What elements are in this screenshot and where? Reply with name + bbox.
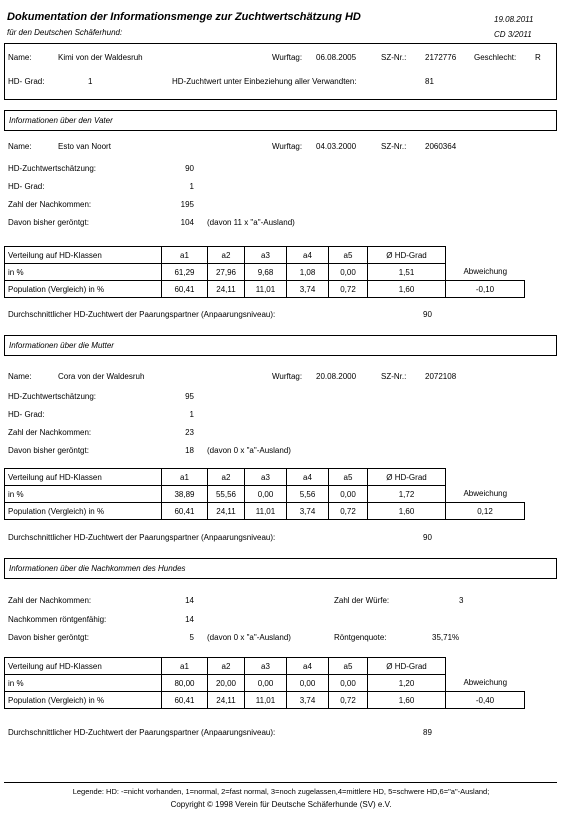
footer-legend: Legende: HD: -=nicht vorhanden, 1=normal, 2=fast normal, 3=noch zugelassen,4=mittlere HD, 5=schwere HD,6="a"-Ausland; [72,787,490,796]
pct-avg-cell: 1,72 [368,486,446,503]
section-mutter: Informationen über die Mutter [4,335,557,356]
class-header: a4 [287,658,329,675]
pct-cell: 0,00 [329,264,368,281]
dog-zuchtwert-label: HD-Zuchtwert unter Einbeziehung aller Verwandten: [172,77,357,86]
nk-geroentgt: 5 [189,633,194,642]
mutter-zws-label: HD-Zuchtwertschätzung: [8,392,97,401]
nk-quote-label: Röntgenquote: [334,633,387,642]
vater-hdgrad: 1 [189,182,194,191]
mutter-durchschnitt: 90 [423,533,432,542]
vater-geroentgt-label: Davon bisher geröntgt: [8,218,89,227]
vater-sz: 2060364 [425,142,457,151]
pct-cell: 0,00 [329,486,368,503]
pop-cell: 60,41 [162,503,208,520]
pop-cell: 3,74 [287,503,329,520]
vater-zws: 90 [185,164,194,173]
pct-cell: 27,96 [208,264,245,281]
dog-geschlecht: R [535,53,541,62]
dog-sz: 2172776 [425,53,457,62]
class-header: a1 [162,469,208,486]
dog-sz-label: SZ-Nr.: [381,53,407,62]
pct-cell: 0,00 [245,486,287,503]
vater-sz-label: SZ-Nr.: [381,142,407,151]
nk-roentgen: 14 [185,615,194,624]
pct-cell: 55,56 [208,486,245,503]
verteilung-label: Verteilung auf HD-Klassen [5,247,162,264]
nk-nachkommen: 14 [185,596,194,605]
nk-wuerfe-label: Zahl der Würfe: [334,596,390,605]
abweichung-label: Abweichung [463,267,508,277]
pop-cell: 24,11 [208,692,245,709]
class-header: a2 [208,247,245,264]
vater-wurftag-label: Wurftag: [272,142,303,151]
pop-cell: 11,01 [245,692,287,709]
nk-quote: 35,71% [432,633,460,642]
pop-cell: 0,72 [329,281,368,298]
mutter-wurftag-label: Wurftag: [272,372,303,381]
mutter-nachkommen-label: Zahl der Nachkommen: [8,428,92,437]
dog-hd-grad-label: HD- Grad: [8,77,45,86]
document-date: 19.08.2011 [494,15,534,24]
pop-cell: 11,01 [245,281,287,298]
mutter-sz: 2072108 [425,372,457,381]
in-pct-label: in % [5,486,162,503]
pop-avg-cell: 1,60 [368,503,446,520]
in-pct-label: in % [5,675,162,692]
nk-nachkommen-label: Zahl der Nachkommen: [8,596,92,605]
section-nachkommen: Informationen über die Nachkommen des Hundes [4,558,557,579]
abweichung-value: -0,40 [446,692,525,709]
vater-wurftag: 04.03.2000 [316,142,357,151]
nk-geroentgt-note: (davon 0 x "a"-Ausland) [207,633,291,642]
avg-hd-header: Ø HD-Grad [368,658,446,675]
pct-cell: 80,00 [162,675,208,692]
vater-distribution-table [4,246,525,298]
pop-cell: 3,74 [287,692,329,709]
pop-avg-cell: 1,60 [368,692,446,709]
mutter-name-label: Name: [8,372,32,381]
nk-durchschnitt-label: Durchschnittlicher HD-Zuchtwert der Paarungspartner (Anpaarungsniveau): [8,728,276,737]
population-label: Population (Vergleich) in % [5,503,162,520]
footer-divider [4,782,557,783]
document-cd: CD 3/2011 [494,30,532,39]
class-header: a3 [245,469,287,486]
class-header: a3 [245,247,287,264]
mutter-distribution-table [4,468,525,520]
pop-cell: 24,11 [208,503,245,520]
mutter-geroentgt-label: Davon bisher geröntgt: [8,446,89,455]
vater-name: Esto van Noort [58,142,111,151]
pop-cell: 0,72 [329,503,368,520]
class-header: a4 [287,247,329,264]
vater-zws-label: HD-Zuchtwertschätzung: [8,164,97,173]
pop-avg-cell: 1,60 [368,281,446,298]
mutter-hdgrad-label: HD- Grad: [8,410,45,419]
vater-hdgrad-label: HD- Grad: [8,182,45,191]
pop-cell: 11,01 [245,503,287,520]
pct-cell: 9,68 [245,264,287,281]
vater-name-label: Name: [8,142,32,151]
pct-cell: 20,00 [208,675,245,692]
class-header: a2 [208,658,245,675]
nk-roentgen-label: Nachkommen röntgenfähig: [8,615,107,624]
pct-cell: 61,29 [162,264,208,281]
section-vater: Informationen über den Vater [4,110,557,131]
pct-avg-cell: 1,20 [368,675,446,692]
mutter-zws: 95 [185,392,194,401]
class-header: a5 [329,469,368,486]
vater-durchschnitt: 90 [423,310,432,319]
nk-wuerfe: 3 [459,596,464,605]
mutter-hdgrad: 1 [189,410,194,419]
abweichung-label: Abweichung [463,489,508,499]
verteilung-label: Verteilung auf HD-Klassen [5,658,162,675]
pct-cell: 0,00 [287,675,329,692]
footer-copyright: Copyright © 1998 Verein für Deutsche Schäferhunde (SV) e.V. [170,800,392,809]
pop-cell: 3,74 [287,281,329,298]
mutter-nachkommen: 23 [185,428,194,437]
abweichung-value: -0,10 [446,281,525,298]
nk-geroentgt-label: Davon bisher geröntgt: [8,633,89,642]
dog-name: Kimi von der Waldesruh [58,53,143,62]
vater-nachkommen-label: Zahl der Nachkommen: [8,200,92,209]
pct-cell: 0,00 [245,675,287,692]
nk-distribution-table [4,657,525,709]
population-label: Population (Vergleich) in % [5,281,162,298]
document-subtitle: für den Deutschen Schäferhund: [7,28,123,37]
mutter-name: Cora von der Waldesruh [58,372,145,381]
vater-geroentgt: 104 [180,218,194,227]
in-pct-label: in % [5,264,162,281]
pct-cell: 0,00 [329,675,368,692]
pct-cell: 5,56 [287,486,329,503]
document-title: Dokumentation der Informationsmenge zur Zuchtwertschätzung HD [7,11,361,23]
dog-info-box [4,43,557,100]
mutter-geroentgt: 18 [185,446,194,455]
class-header: a5 [329,247,368,264]
class-header: a1 [162,247,208,264]
pct-cell: 1,08 [287,264,329,281]
vater-geroentgt-note: (davon 11 x "a"-Ausland) [207,218,295,227]
dog-wurftag: 06.08.2005 [316,53,357,62]
dog-geschlecht-label: Geschlecht: [474,53,517,62]
pop-cell: 60,41 [162,281,208,298]
dog-zuchtwert: 81 [425,77,434,86]
vater-durchschnitt-label: Durchschnittlicher HD-Zuchtwert der Paarungspartner (Anpaarungsniveau): [8,310,276,319]
population-label: Population (Vergleich) in % [5,692,162,709]
dog-wurftag-label: Wurftag: [272,53,303,62]
pop-cell: 60,41 [162,692,208,709]
vater-nachkommen: 195 [180,200,194,209]
mutter-durchschnitt-label: Durchschnittlicher HD-Zuchtwert der Paarungspartner (Anpaarungsniveau): [8,533,276,542]
dog-hd-grad: 1 [88,77,93,86]
dog-name-label: Name: [8,53,32,62]
class-header: a5 [329,658,368,675]
avg-hd-header: Ø HD-Grad [368,469,446,486]
mutter-geroentgt-note: (davon 0 x "a"-Ausland) [207,446,291,455]
verteilung-label: Verteilung auf HD-Klassen [5,469,162,486]
pct-cell: 38,89 [162,486,208,503]
pop-cell: 0,72 [329,692,368,709]
class-header: a2 [208,469,245,486]
mutter-sz-label: SZ-Nr.: [381,372,407,381]
pop-cell: 24,11 [208,281,245,298]
pct-avg-cell: 1,51 [368,264,446,281]
class-header: a3 [245,658,287,675]
abweichung-value: 0,12 [446,503,525,520]
avg-hd-header: Ø HD-Grad [368,247,446,264]
class-header: a1 [162,658,208,675]
mutter-wurftag: 20.08.2000 [316,372,357,381]
class-header: a4 [287,469,329,486]
abweichung-label: Abweichung [463,678,508,688]
nk-durchschnitt: 89 [423,728,432,737]
